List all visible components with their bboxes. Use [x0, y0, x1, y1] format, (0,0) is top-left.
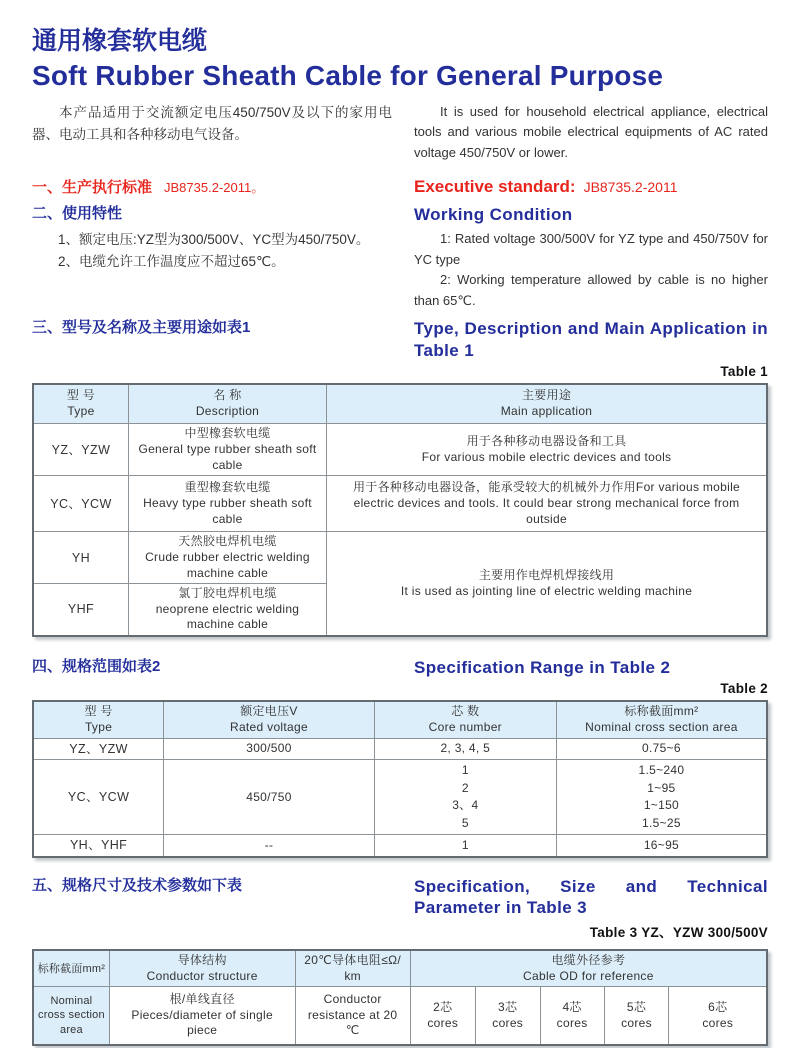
table2-header-core: 芯 数 Core number [374, 701, 556, 739]
table2-core-cell: 1 [374, 835, 556, 857]
executive-standard-row [32, 176, 768, 197]
table1-app-cell: 用于各种移动电器设备和工具 For various mobile electric devices and tools [327, 424, 767, 476]
section5-heading-row [32, 876, 768, 920]
intro-paragraph-en: It is used for household electrical appliance, electrical tools and various mobile electrical equipments of AC rated voltage 450/750V or lower. [414, 103, 768, 160]
table2-section-cell: 0.75~6 [556, 739, 767, 760]
table-row [33, 739, 767, 760]
table2-section-cell: 1.5~240 1~95 1~150 1.5~25 [556, 760, 767, 835]
table2-header-row [33, 701, 767, 739]
table3-subheader-cores-3: 3芯 cores [475, 987, 540, 1045]
table1-header-row [33, 384, 767, 424]
table3-subheader-cores-2: 2芯 cores [410, 987, 475, 1045]
working-heading-zh: 二、使用特性 [32, 205, 123, 223]
table2-voltage-cell: -- [164, 835, 375, 857]
table-row [33, 760, 767, 835]
table1-desc-cell: 中型橡套软电缆 General type rubber sheath soft cable [128, 424, 326, 476]
table2-core-cell: 2, 3, 4, 5 [374, 739, 556, 760]
table-2 [32, 700, 768, 858]
working-item-en: 2: Working temperature allowed by cable is no higher than 65℃. [414, 272, 768, 308]
section4-heading-row [32, 657, 768, 679]
working-heading-en: Working Condition [414, 205, 573, 225]
table1-app-cell: 用于各种移动电器设备，能承受较大的机械外力作用For various mobile electric devices and tools. It could bear strong mechanical force from outside [327, 476, 767, 532]
table-1 [32, 383, 768, 637]
table3-caption: Table 3 YZ、YZW 300/500V [589, 925, 768, 941]
page-title-zh: 通用橡套软电缆 [32, 27, 208, 55]
standard-line-en [414, 177, 768, 197]
table2-header-voltage: 额定电压V Rated voltage [164, 701, 375, 739]
table1-desc-cell: 重型橡套软电缆 Heavy type rubber sheath soft cable [128, 476, 326, 532]
table2-voltage-cell: 300/500 [164, 739, 375, 760]
section3-heading-en: Type, Description and Main Application in Table 1 [414, 319, 768, 361]
table2-type-cell: YZ、YZW [33, 739, 164, 760]
table2-type-cell: YC、YCW [33, 760, 164, 835]
table1-header-type: 型 号 Type [33, 384, 128, 424]
table3-header-conductor-structure: 导体结构 Conductor structure [109, 950, 295, 987]
table3-header-nominal: 标称截面mm² [33, 950, 109, 987]
table-row [33, 476, 767, 532]
table1-desc-cell: 氯丁胶电焊机电缆 neoprene electric welding machine cable [128, 584, 326, 636]
table3-subheader-cores-5: 5芯 cores [604, 987, 669, 1045]
standard-value-zh: JB8735.2-2011。 [164, 180, 265, 196]
working-item-en: 1: Rated voltage 300/500V for YZ type and 450/750V for YC type [414, 231, 768, 267]
standard-heading-en: Executive standard: [414, 177, 576, 197]
table1-app-cell-merged: 主要用作电焊机焊接线用 It is used as jointing line of electric welding machine [327, 532, 767, 636]
intro-section [32, 102, 768, 164]
table2-type-cell: YH、YHF [33, 835, 164, 857]
section4-heading-zh: 四、规格范围如表2 [32, 657, 161, 675]
table-row [33, 424, 767, 476]
table1-desc-cell: 天然胶电焊机电缆 Crude rubber electric welding machine cable [128, 532, 326, 584]
section4-heading-en: Specification Range in Table 2 [414, 657, 671, 677]
table2-core-cell: 1 2 3、4 5 [374, 760, 556, 835]
table3-header-cable-od: 电缆外径参考 Cable OD for reference [410, 950, 767, 987]
table3-header-row-1 [33, 950, 767, 987]
standard-heading-zh: 一、生产执行标准 [32, 179, 153, 197]
working-condition-items [32, 229, 768, 311]
section5-heading-en: Specification, Size and Technical Parameter in Table 3 [414, 876, 768, 918]
working-condition-row [32, 204, 768, 226]
table-row [33, 532, 767, 584]
table2-header-type: 型 号 Type [33, 701, 164, 739]
working-list-en [414, 229, 768, 311]
table-row [33, 835, 767, 857]
page-title-en: Soft Rubber Sheath Cable for General Purpose [32, 60, 664, 92]
standard-line-zh [32, 176, 392, 197]
table2-header-section: 标称截面mm² Nominal cross section area [556, 701, 767, 739]
table1-header-description: 名 称 Description [128, 384, 326, 424]
section3-heading-row [32, 318, 768, 362]
table3-header-row-2 [33, 987, 767, 1045]
table2-caption: Table 2 [720, 680, 768, 696]
table-3 [32, 949, 768, 1046]
intro-paragraph-zh: 本产品适用于交流额定电压450/750V及以下的家用电器、电动工具和各种移动电气设备。 [32, 104, 392, 142]
table1-type-cell: YHF [33, 584, 128, 636]
section5-heading-zh: 五、规格尺寸及技术参数如下表 [32, 876, 243, 894]
table3-subheader-nominal: Nominal cross section area [33, 987, 109, 1045]
table1-caption: Table 1 [720, 363, 768, 379]
working-item-zh: 1、额定电压:YZ型为300/500V、YC型为450/750V。 [58, 232, 370, 248]
working-list-zh [32, 229, 392, 311]
table3-header-resistance: 20℃导体电阻≤Ω/ km [295, 950, 410, 987]
table1-type-cell: YH [33, 532, 128, 584]
table3-subheader-pieces: 根/单线直径 Pieces/diameter of single piece [109, 987, 295, 1045]
section3-heading-zh: 三、型号及名称及主要用途如表1 [32, 319, 251, 337]
working-item-zh: 2、电缆允许工作温度应不超过65℃。 [58, 254, 285, 270]
table1-type-cell: YZ、YZW [33, 424, 128, 476]
table2-voltage-cell: 450/750 [164, 760, 375, 835]
table3-subheader-resistance: Conductor resistance at 20 ℃ [295, 987, 410, 1045]
table3-subheader-cores-6: 6芯 cores [669, 987, 767, 1045]
table3-subheader-cores-4: 4芯 cores [540, 987, 604, 1045]
standard-value-en: JB8735.2-2011 [583, 179, 678, 196]
table1-type-cell: YC、YCW [33, 476, 128, 532]
table1-header-application: 主要用途 Main application [327, 384, 767, 424]
table2-section-cell: 16~95 [556, 835, 767, 857]
